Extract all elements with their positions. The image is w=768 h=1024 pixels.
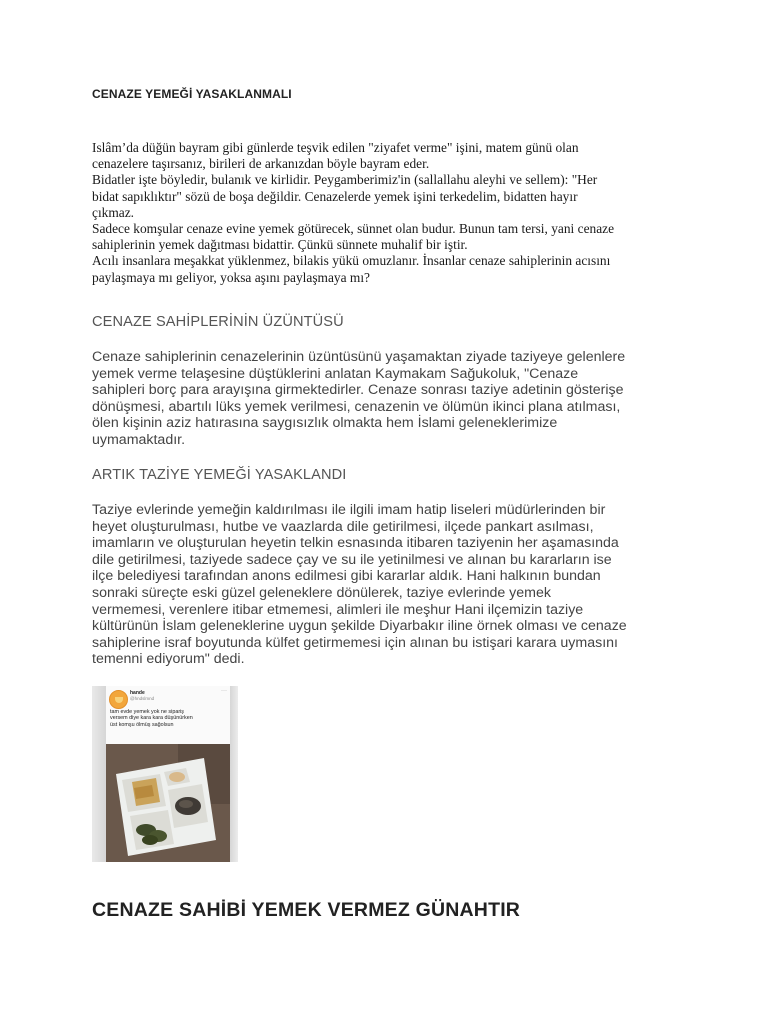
tweet-text-line: versem diye kara kara düşünürken bbox=[110, 715, 193, 722]
intro-line: paylaşmaya mı geliyor, yoksa aşını paylaşmaya mı? bbox=[92, 269, 370, 285]
section-heading-gunah: CENAZE SAHİBİ YEMEK VERMEZ GÜNAHTIR bbox=[92, 899, 521, 921]
intro-line: Bidatler işte böyledir, bulanık ve kirlidir. Peygamberimiz'in (sallallahu aleyhi ve sellem): "Her bbox=[92, 172, 598, 188]
intro-line: Islâm’da düğün bayram gibi günlerde teşvik edilen "ziyafet verme" işini, matem günü olan bbox=[92, 140, 579, 155]
section-heading-yasaklandi: ARTIK TAZİYE YEMEĞİ YASAKLANDI bbox=[92, 467, 347, 483]
paragraph-line: vermemesi, verenlere itibar etmemesi, alimleri ile meşhur Hani ilçemizin taziye bbox=[92, 601, 584, 618]
paragraph-line: heyet oluşturulması, hutbe ve vaazlarda dile getirilmesi, ilçede pankart asılması, bbox=[92, 518, 594, 535]
image-blur-edge bbox=[92, 686, 106, 862]
paragraph-line: sonraki süreçte eski güzel geleneklere dönülerek, taziye evlerinde yemek bbox=[92, 584, 551, 601]
food-tray-photo bbox=[106, 744, 230, 862]
emoji-face-icon bbox=[115, 697, 123, 703]
more-icon: ··· bbox=[221, 688, 227, 694]
tweet-author-name: hande bbox=[130, 690, 145, 696]
paragraph-line: temenni ediyorum" dedi. bbox=[92, 651, 245, 668]
paragraph-line: imamların ve oluşturulan heyetin telkin esnasında itibaren taziyenin her aşamasında bbox=[92, 535, 619, 552]
section-paragraph-yasaklandi bbox=[92, 502, 682, 668]
avatar bbox=[109, 690, 128, 709]
paragraph-line: Cenaze sahiplerinin cenazelerinin üzüntüsünü yaşamaktan ziyade taziyeye gelenlere bbox=[92, 349, 626, 365]
intro-paragraph bbox=[92, 140, 682, 286]
intro-line: Sadece komşular cenaze evine yemek götürecek, sünnet olan budur. Bunun tam tersi, yani cenaze bbox=[92, 221, 615, 237]
paragraph-line: dönüşmesi, abartılı lüks yemek verilmesi, cenazenin ve ölümün ikinci plana atılması, bbox=[92, 398, 621, 415]
intro-line: çıkmaz. bbox=[92, 204, 135, 220]
tweet-text-line: üst komşu ölmüş sağolsun bbox=[110, 721, 174, 728]
intro-line: cenazelere taşırsanız, birileri de arkanızdan böyle bayram eder. bbox=[92, 156, 430, 172]
tweet-author-handle: @hndslmnd bbox=[130, 696, 155, 701]
image-blur-edge bbox=[230, 686, 238, 862]
section-paragraph-uzuntu bbox=[92, 349, 682, 449]
intro-line: bidat sapıklıktır" sözü de boşa değildir. Cenazelerde yemek işini terkedelim, bidatten hayır bbox=[92, 188, 578, 204]
section-heading-uzuntu: CENAZE SAHİPLERİNİN ÜZÜNTÜSÜ bbox=[92, 314, 344, 330]
paragraph-line: sahiplerine israf boyutunda külfet getirmemesi için alınan bu istişari karara uymasını bbox=[92, 634, 618, 651]
paragraph-line: Taziye evlerinde yemeğin kaldırılması ile ilgili imam hatip liseleri müdürlerinden bir bbox=[92, 502, 606, 518]
paragraph-line: ilçe belediyesi tarafından anons edilmesi gibi kararlar aldık. Hani halkının bundan bbox=[92, 568, 601, 585]
tweet-text-line: tam evde yemek yok ne sipariş bbox=[110, 709, 185, 715]
paragraph-line: ölen kişinin aziz hatırasına saygısızlık olmakta hem İslami geleneklerimize bbox=[92, 415, 558, 432]
tweet-header bbox=[106, 686, 230, 744]
paragraph-line: kültürünün İslam geleneklerine uygun şekilde Diyarbakır iline örnek olması ve cenaze bbox=[92, 618, 627, 635]
paragraph-line: dile getirilmesi, taziyede sadece çay ve su ile yetinilmesi ve alınan bu kararların ise bbox=[92, 551, 612, 568]
paragraph-line: sahipleri borç para arayışına girmektedirler. Cenaze sonrası taziye adetinin gösterişe bbox=[92, 382, 624, 399]
tweet-screenshot-image bbox=[92, 686, 238, 862]
tweet-text bbox=[110, 709, 228, 728]
food-tray-illustration bbox=[106, 744, 230, 862]
intro-line: sahiplerinin yemek dağıtması bidattir. Çünkü sünnete muhalif bir iştir. bbox=[92, 237, 468, 253]
document-title: CENAZE YEMEĞİ YASAKLANMALI bbox=[92, 87, 292, 101]
paragraph-line: yemek verme telaşesine düştüklerini anlatan Kaymakam Sağukoluk, "Cenaze bbox=[92, 365, 579, 382]
paragraph-line: uymamaktadır. bbox=[92, 431, 186, 448]
intro-line: Acılı insanlara meşakkat yüklenmez, bilakis yükü omuzlanır. İnsanlar cenaze sahiplerinin acısını bbox=[92, 253, 611, 269]
